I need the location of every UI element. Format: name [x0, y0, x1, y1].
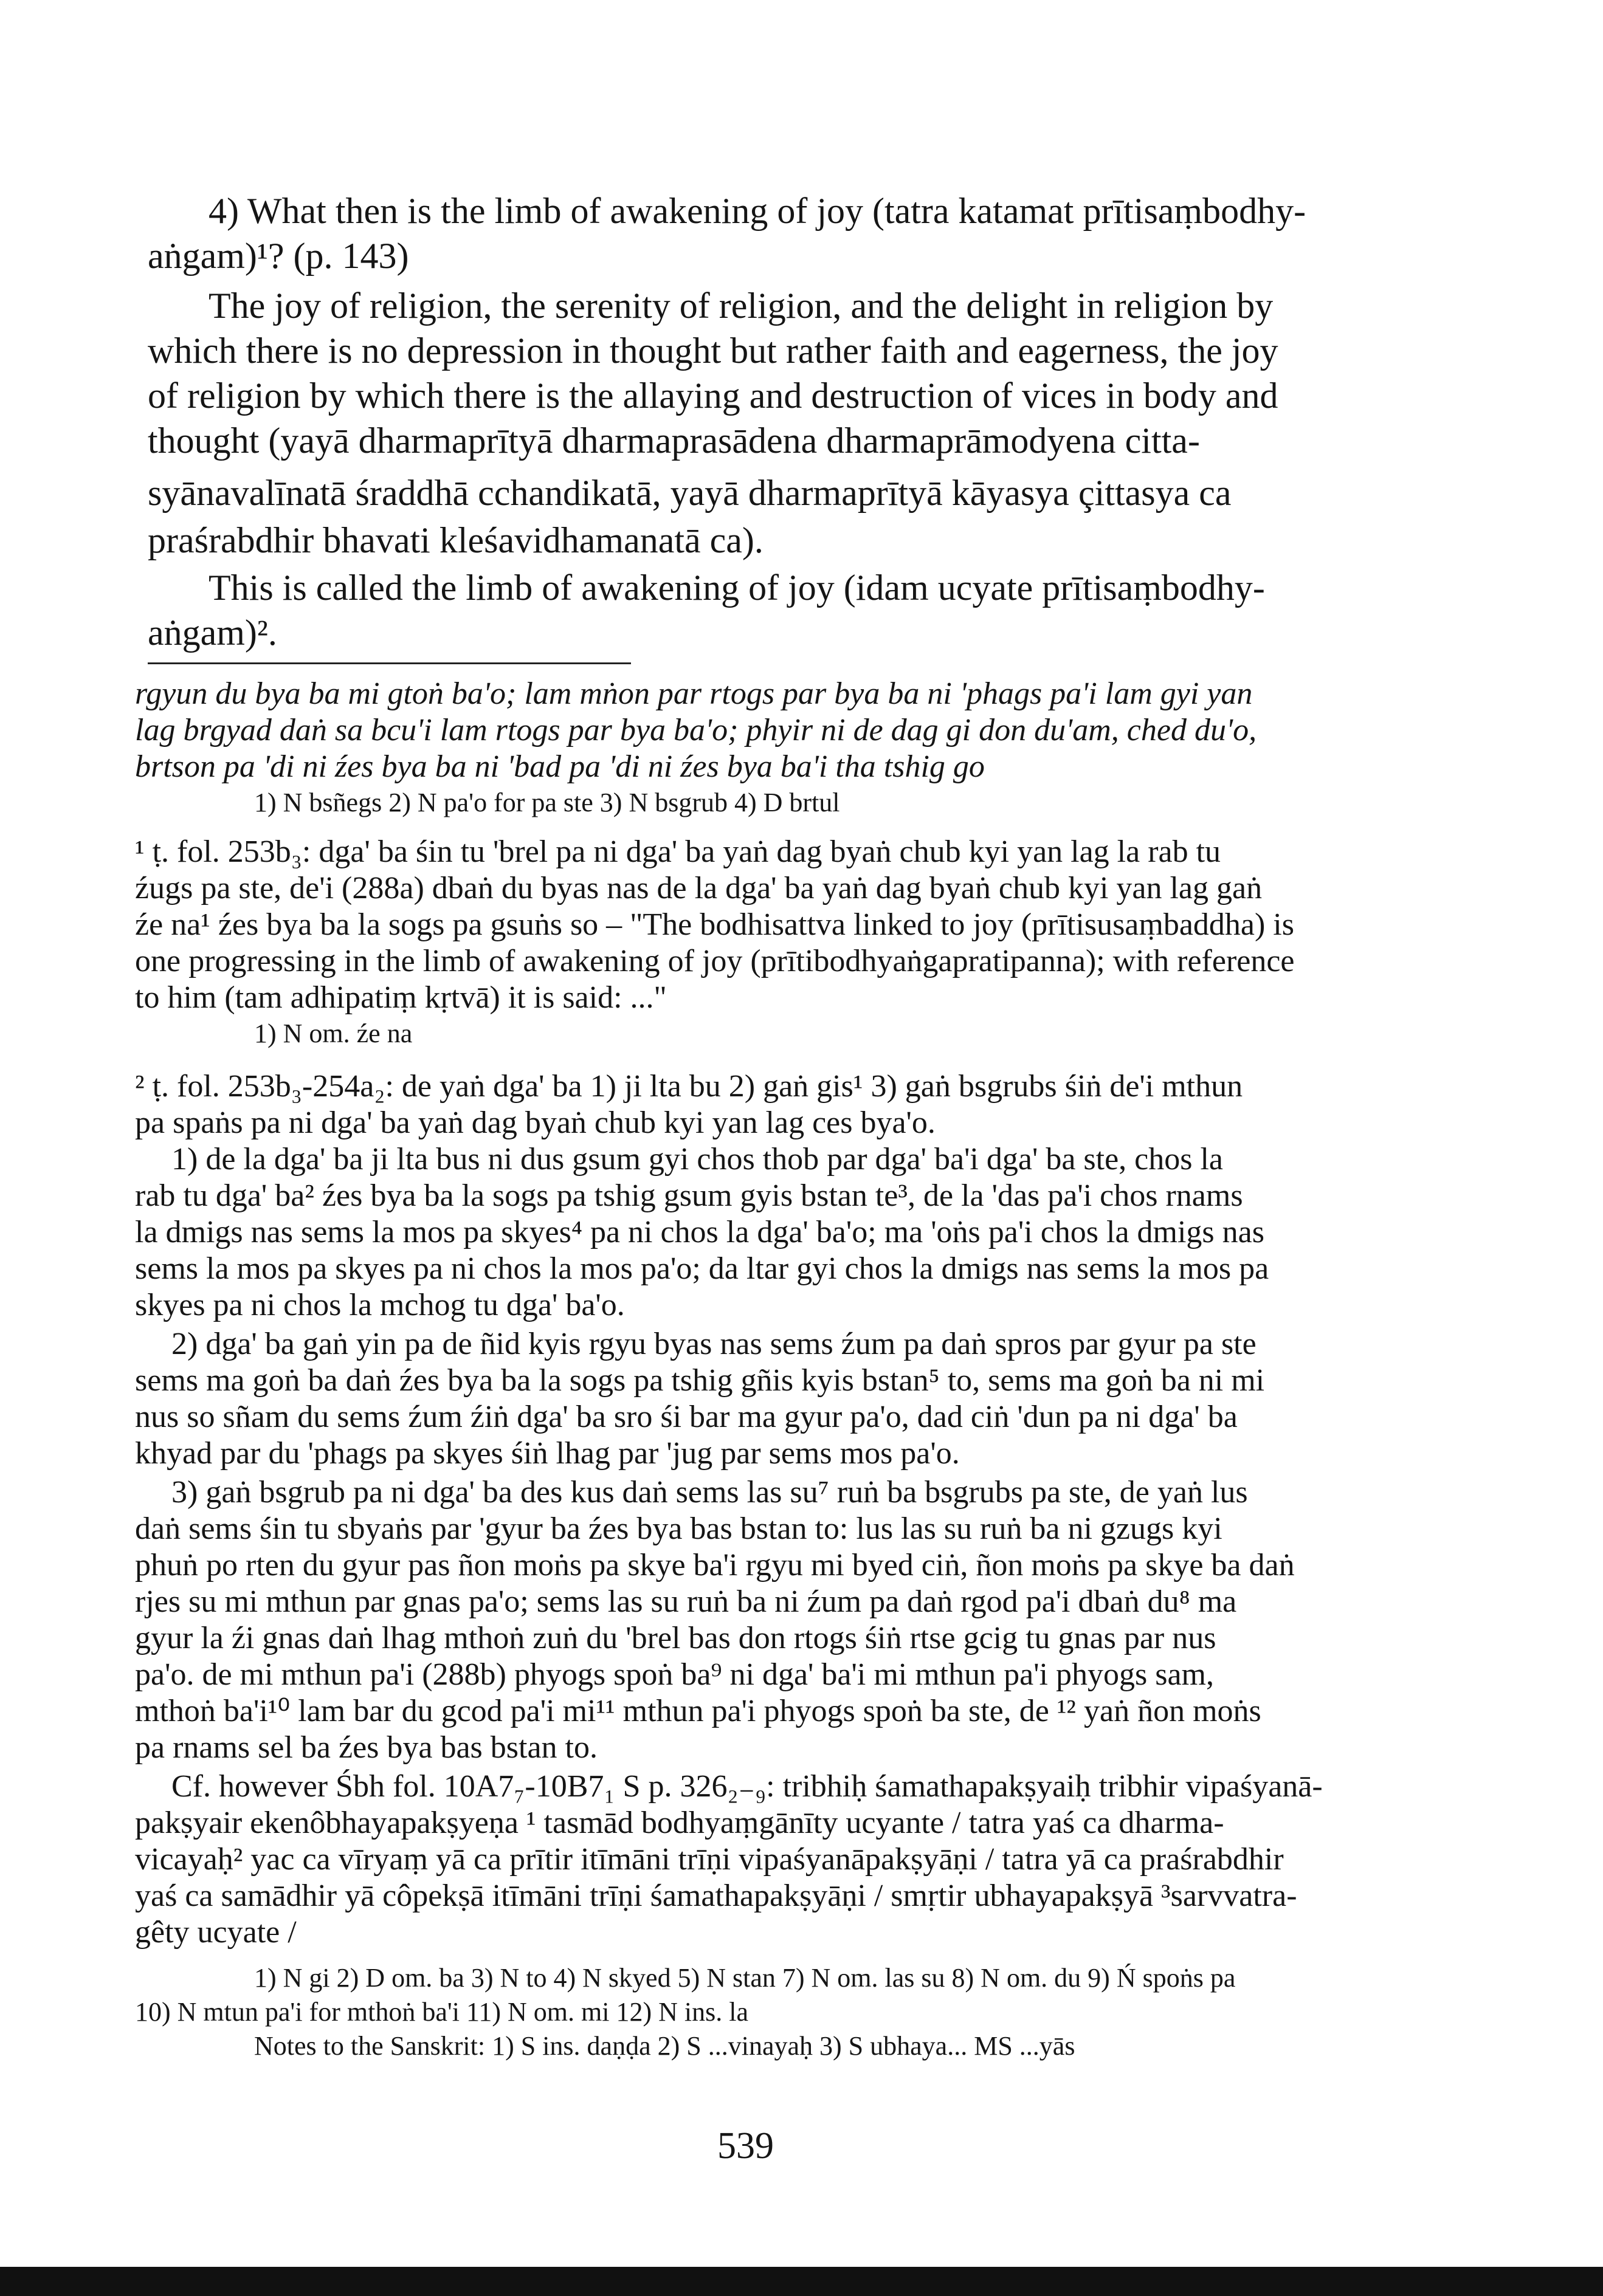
footnote-line: one progressing in the limb of awakening of joy (prītibodhyaṅgapratipanna); with reference [135, 944, 1295, 978]
footnote-line: ¹ ṭ. fol. 253b₃: dga' ba śin tu 'brel pa ni dga' ba yaṅ dag byaṅ chub kyi yan lag la rab tu [135, 834, 1221, 869]
footnote-line: daṅ sems śin tu sbyaṅs par 'gyur ba źes bya bas bstan to: lus las su ruṅ ba ni gzugs kyi [135, 1511, 1222, 1546]
text-line: 4) What then is the limb of awakening of joy (tatra katamat prītisaṃbodhy- [209, 191, 1306, 231]
footnote-line: phuṅ po rten du gyur pas ñon moṅs pa skye ba'i rgyu mi byed ciṅ, ñon moṅs pa skye ba daṅ [135, 1548, 1295, 1583]
footnote-line: rgyun du bya ba mi gtoṅ ba'o; lam mṅon par rtogs par bya ba ni 'phags pa'i lam gyi yan [135, 676, 1253, 711]
scan-edge [0, 2267, 1603, 2296]
footnote-line: pakṣyair ekenôbhayapakṣyeṇa ¹ tasmād bodhyaṃgānīty ucyante / tatra yaś ca dharma- [135, 1806, 1224, 1840]
variant-readings: 1) N gi 2) D om. ba 3) N to 4) N skyed 5) N stan 7) N om. las su 8) N om. du 9) Ń spoṅs pa [254, 1963, 1236, 1993]
page-number: 539 [717, 2125, 774, 2167]
text-line: aṅgam)². [148, 613, 277, 653]
text-line: aṅgam)¹? (p. 143) [148, 236, 409, 276]
text-line: of religion by which there is the allaying and destruction of vices in body and [148, 376, 1278, 416]
footnote-line: la dmigs nas sems la mos pa skyes⁴ pa ni chos la dga' ba'o; ma 'oṅs pa'i chos la dmigs nas [135, 1215, 1264, 1249]
text-line: thought (yayā dharmaprītyā dharmaprasādena dharmaprāmodyena citta- [148, 421, 1200, 461]
variant-readings: 10) N mtun pa'i for mthoṅ ba'i 11) N om. mi 12) N ins. la [135, 1997, 748, 2027]
footnote-line: ² ṭ. fol. 253b₃-254a₂: de yaṅ dga' ba 1) ji lta bu 2) gaṅ gis¹ 3) gaṅ bsgrubs śiṅ de'i mthun [135, 1069, 1243, 1104]
text-line: The joy of religion, the serenity of religion, and the delight in religion by [209, 286, 1274, 326]
footnote-line: pa'o. de mi mthun pa'i (288b) phyogs spoṅ ba⁹ ni dga' ba'i mi mthun pa'i phyogs sam, [135, 1657, 1215, 1692]
footnote-rule [148, 662, 631, 664]
footnote-line: źugs pa ste, de'i (288a) dbaṅ du byas nas de la dga' ba yaṅ dag byaṅ chub kyi yan lag gaṅ [135, 871, 1263, 906]
text-line: syānavalīnatā śraddhā cchandikatā, yayā dharmaprītyā kāyasya çittasya ca [148, 473, 1232, 513]
footnote-line: skyes pa ni chos la mchog tu dga' ba'o. [135, 1288, 625, 1322]
footnote-line: mthoṅ ba'i¹⁰ lam bar du gcod pa'i mi¹¹ mthun pa'i phyogs spoṅ ba ste, de ¹² yaṅ ñon moṅs [135, 1694, 1261, 1728]
footnote-line: yaś ca samādhir yā côpekṣā itīmāni trīṇi śamathapakṣyāṇi / smṛtir ubhayapakṣyā ³sarvvatra- [135, 1878, 1297, 1913]
footnote-line: Cf. however Śbh fol. 10A7₇-10B7₁ S p. 326₂₋₉: tribhiḥ śamathapakṣyaiḥ tribhir vipaśyanā- [171, 1769, 1323, 1804]
footnote-line: rab tu dga' ba² źes bya ba la sogs pa tshig gsum gyis bstan te³, de la 'das pa'i chos rnams [135, 1178, 1243, 1213]
footnote-line: 2) dga' ba gaṅ yin pa de ñid kyis rgyu byas nas sems źum pa daṅ spros par gyur pa ste [171, 1327, 1257, 1361]
text-line: This is called the limb of awakening of joy (idam ucyate prītisaṃbodhy- [209, 568, 1265, 608]
footnote-line: vicayaḥ² yac ca vīryaṃ yā ca prītir itīmāni trīṇi vipaśyanāpakṣyāṇi / tatra yā ca praśrabdhir [135, 1842, 1284, 1877]
footnote-line: khyad par du 'phags pa skyes śiṅ lhag par 'jug par sems mos pa'o. [135, 1436, 960, 1471]
variant-readings: Notes to the Sanskrit: 1) S ins. daṇḍa 2) S ...vinayaḥ 3) S ubhaya... MS ...yās [254, 2031, 1075, 2061]
footnote-line: rjes su mi mthun par gnas pa'o; sems las su ruṅ ba ni źum pa daṅ rgod pa'i dbaṅ du⁸ ma [135, 1584, 1237, 1619]
text-line: which there is no depression in thought but rather faith and eagerness, the joy [148, 331, 1278, 371]
footnote-line: sems ma goṅ ba daṅ źes bya ba la sogs pa tshig gñis kyis bstan⁵ to, sems ma goṅ ba ni mi [135, 1363, 1265, 1398]
footnote-line: 3) gaṅ bsgrub pa ni dga' ba des kus daṅ sems las su⁷ ruṅ ba bsgrubs pa ste, de yaṅ lus [171, 1475, 1248, 1510]
variant-readings: 1) N bsñegs 2) N pa'o for pa ste 3) N bsgrub 4) D brtul [254, 788, 840, 817]
text-line: praśrabdhir bhavati kleśavidhamanatā ca). [148, 520, 764, 560]
footnote-line: gyur la źi gnas daṅ lhag mthoṅ zuṅ du 'brel bas don rtogs śiṅ rtse gcig tu gnas par nus [135, 1621, 1216, 1655]
footnote-line: lag brgyad daṅ sa bcu'i lam rtogs par bya ba'o; phyir ni de dag gi don du'am, ched du'o, [135, 713, 1257, 748]
variant-readings: 1) N om. źe na [254, 1019, 413, 1048]
footnote-line: nus so sñam du sems źum źiṅ dga' ba sro śi bar ma gyur pa'o, dad ciṅ 'dun pa ni dga' ba [135, 1400, 1238, 1434]
footnote-line: sems la mos pa skyes pa ni chos la mos pa'o; da ltar gyi chos la dmigs nas sems la mos pa [135, 1251, 1269, 1286]
footnote-line: to him (tam adhipatiṃ kṛtvā) it is said: ..." [135, 980, 667, 1015]
footnote-line: gêty ucyate / [135, 1915, 297, 1950]
footnote-line: źe na¹ źes bya ba la sogs pa gsuṅs so – "The bodhisattva linked to joy (prītisusaṃbaddha) is [135, 907, 1294, 942]
footnote-line: pa spaṅs pa ni dga' ba yaṅ dag byaṅ chub kyi yan lag ces bya'o. [135, 1105, 936, 1140]
footnote-line: pa rnams sel ba źes bya bas bstan to. [135, 1730, 598, 1765]
footnote-line: brtson pa 'di ni źes bya ba ni 'bad pa 'di ni źes bya ba'i tha tshig go [135, 749, 985, 784]
footnote-line: 1) de la dga' ba ji lta bus ni dus gsum gyi chos thob par dga' ba'i dga' ba ste, chos la [171, 1142, 1224, 1177]
